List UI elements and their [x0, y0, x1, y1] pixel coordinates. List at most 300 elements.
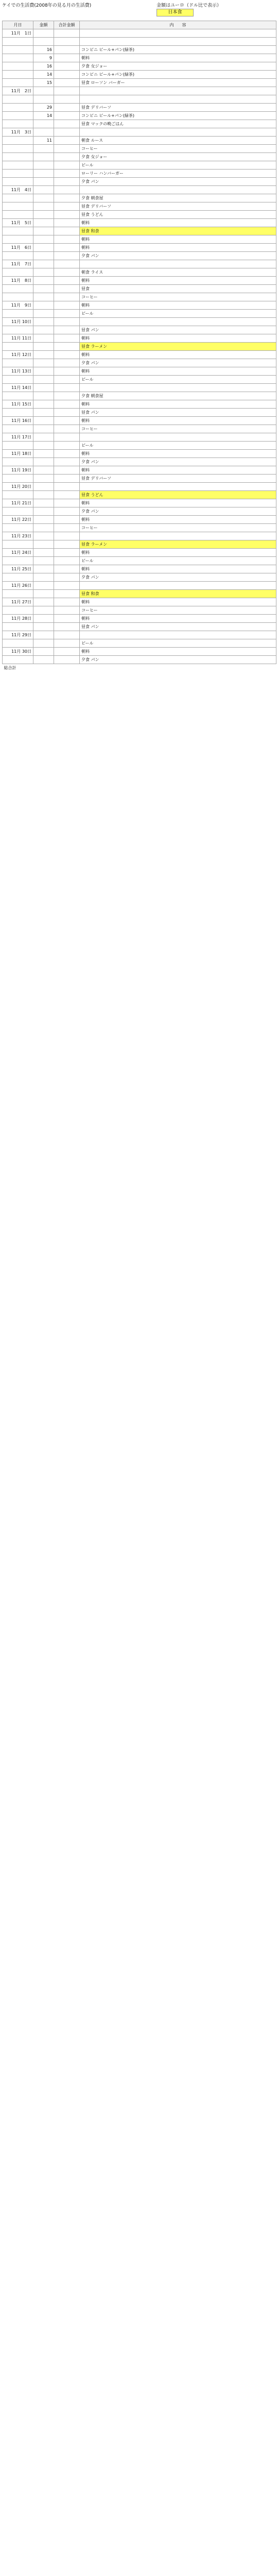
ledger-row: [3, 573, 276, 582]
row-total: [54, 104, 80, 112]
row-date: 11月 16日: [3, 417, 33, 425]
row-date: [3, 120, 33, 128]
ledger-row: [3, 532, 276, 540]
row-content: 夕食 パン: [80, 359, 276, 367]
row-amount: 14: [33, 71, 54, 79]
ledger-row: [3, 161, 276, 170]
row-amount: [33, 425, 54, 433]
total-row: [3, 664, 276, 672]
row-content: 朝料: [80, 466, 276, 474]
ledger-row: [3, 260, 276, 268]
row-total: [54, 573, 80, 582]
row-date: [3, 227, 33, 235]
row-content: ローリー ハンバーガー: [80, 170, 276, 178]
row-amount: [33, 260, 54, 268]
row-amount: [33, 507, 54, 516]
row-date: [3, 573, 33, 582]
row-date: [3, 153, 33, 161]
ledger-row: [3, 433, 276, 442]
row-date: [3, 235, 33, 244]
row-content: [80, 631, 276, 639]
ledger-row: [3, 557, 276, 565]
row-date: [3, 285, 33, 293]
ledger-row: [3, 598, 276, 606]
row-content: 昼食 和食: [80, 590, 276, 598]
row-date: 11月 13日: [3, 367, 33, 376]
row-amount: [33, 499, 54, 507]
ledger-row: [3, 582, 276, 590]
ledger-row: [3, 540, 276, 549]
row-amount: [33, 268, 54, 277]
row-content: [80, 318, 276, 326]
row-content: 昼食 ローソン バーガー: [80, 79, 276, 87]
row-amount: [33, 582, 54, 590]
row-content: 朝料: [80, 516, 276, 524]
row-content: 朝料: [80, 301, 276, 310]
ledger-row: [3, 384, 276, 392]
row-date: [3, 392, 33, 400]
row-content: コンビニ ビール+パン(緑茶): [80, 46, 276, 54]
row-amount: [33, 359, 54, 367]
ledger-row: [3, 400, 276, 409]
row-content: 朝料: [80, 351, 276, 359]
row-date: 11月 25日: [3, 565, 33, 573]
ledger-row: [3, 104, 276, 112]
ledger-row: [3, 499, 276, 507]
ledger-title: ケイでの生活費(2008年の見る月の生活費): [2, 3, 92, 8]
unit-note: 金額はユーロ（ドル比で表示）: [157, 3, 222, 8]
row-total: [54, 458, 80, 466]
row-amount: 11: [33, 137, 54, 145]
row-date: [3, 491, 33, 499]
ledger-row: [3, 474, 276, 483]
row-content: 昼食 うどん: [80, 211, 276, 219]
row-content: 夕食 朝食屋: [80, 194, 276, 202]
row-total: [54, 161, 80, 170]
row-amount: [33, 310, 54, 318]
row-total: [54, 524, 80, 532]
row-date: 11月 17日: [3, 433, 33, 442]
row-content: 昼食 デリバーソ: [80, 474, 276, 483]
row-amount: [33, 615, 54, 623]
row-amount: [33, 409, 54, 417]
ledger-row: [3, 491, 276, 499]
total-label: 総合計: [4, 666, 16, 670]
row-content: 夕食 女ジョー: [80, 153, 276, 161]
row-total: [54, 62, 80, 71]
row-date: [3, 376, 33, 384]
row-total: [54, 71, 80, 79]
row-date: [3, 79, 33, 87]
ledger-row: [3, 252, 276, 260]
row-date: [3, 268, 33, 277]
ledger-row: [3, 639, 276, 648]
row-amount: [33, 639, 54, 648]
row-amount: [33, 524, 54, 532]
row-amount: 14: [33, 112, 54, 120]
ledger-row: [3, 656, 276, 664]
row-date: [3, 178, 33, 186]
row-amount: 15: [33, 79, 54, 87]
row-date: 11月 1日: [3, 29, 33, 38]
ledger-row: [3, 376, 276, 384]
row-amount: [33, 145, 54, 153]
row-content: 夕食 パン: [80, 252, 276, 260]
row-total: [54, 615, 80, 623]
row-content: 朝料: [80, 499, 276, 507]
row-total: [54, 38, 80, 46]
row-date: [3, 540, 33, 549]
row-total: [54, 227, 80, 235]
row-content: [80, 128, 276, 137]
ledger-row: [3, 71, 276, 79]
row-content: 昼食 デリバーソ: [80, 104, 276, 112]
ledger-row: [3, 137, 276, 145]
row-content: コンビニ ビール+パン(緑茶): [80, 71, 276, 79]
row-date: [3, 639, 33, 648]
row-total: [54, 145, 80, 153]
ledger-row: [3, 392, 276, 400]
row-amount: [33, 252, 54, 260]
row-content: 夕食 パン: [80, 458, 276, 466]
row-content: 朝料: [80, 334, 276, 343]
row-amount: [33, 442, 54, 450]
row-amount: [33, 227, 54, 235]
row-date: [3, 54, 33, 62]
row-date: [3, 606, 33, 615]
row-date: 11月 3日: [3, 128, 33, 137]
row-date: 11月 23日: [3, 532, 33, 540]
row-total: [54, 326, 80, 334]
row-amount: [33, 516, 54, 524]
row-content: 夕食 パン: [80, 573, 276, 582]
row-amount: [33, 631, 54, 639]
row-date: [3, 137, 33, 145]
row-content: 朝料: [80, 549, 276, 557]
row-content: [80, 260, 276, 268]
row-content: [80, 384, 276, 392]
row-amount: 29: [33, 104, 54, 112]
row-date: 11月 8日: [3, 277, 33, 285]
row-total: [54, 87, 80, 95]
row-amount: [33, 186, 54, 194]
row-content: 朝料: [80, 598, 276, 606]
row-total: [54, 540, 80, 549]
row-amount: [33, 474, 54, 483]
row-amount: [33, 29, 54, 38]
row-amount: [33, 343, 54, 351]
row-date: 11月 27日: [3, 598, 33, 606]
ledger-row: [3, 293, 276, 301]
row-total: [54, 219, 80, 227]
row-date: [3, 38, 33, 46]
row-total: [54, 466, 80, 474]
row-amount: [33, 301, 54, 310]
row-total: [54, 491, 80, 499]
row-content: 昼食 マックの晩ごはん: [80, 120, 276, 128]
ledger-row: [3, 29, 276, 38]
row-date: 11月 14日: [3, 384, 33, 392]
row-total: [54, 598, 80, 606]
row-date: 11月 26日: [3, 582, 33, 590]
ledger-row: [3, 417, 276, 425]
row-content: 朝料: [80, 648, 276, 656]
row-total: [54, 623, 80, 631]
row-total: [54, 252, 80, 260]
row-content: ビール: [80, 442, 276, 450]
row-amount: [33, 178, 54, 186]
ledger-row: [3, 227, 276, 235]
ledger-row: [3, 268, 276, 277]
header-row: [3, 21, 276, 29]
row-total: [54, 285, 80, 293]
row-total: [54, 235, 80, 244]
ledger-row: [3, 565, 276, 573]
row-content: [80, 87, 276, 95]
row-content: [80, 582, 276, 590]
row-date: 11月 19日: [3, 466, 33, 474]
row-amount: [33, 656, 54, 664]
row-total: [54, 301, 80, 310]
row-date: [3, 170, 33, 178]
row-date: [3, 656, 33, 664]
row-total: [54, 417, 80, 425]
row-content: [80, 95, 276, 104]
ledger-row: [3, 623, 276, 631]
row-total: [54, 474, 80, 483]
ledger-row: [3, 194, 276, 202]
row-amount: [33, 606, 54, 615]
ledger-row: [3, 178, 276, 186]
ledger-row: [3, 112, 276, 120]
row-content: 朝料: [80, 565, 276, 573]
row-total: [54, 384, 80, 392]
ledger-row: [3, 359, 276, 367]
ledger-row: [3, 62, 276, 71]
row-date: 11月 18日: [3, 450, 33, 458]
row-total: [54, 549, 80, 557]
row-total: [54, 120, 80, 128]
row-date: [3, 95, 33, 104]
row-total: [54, 334, 80, 343]
ledger-body: [3, 29, 276, 672]
row-content: ビール: [80, 161, 276, 170]
ledger-row: [3, 450, 276, 458]
total-blank: [33, 664, 54, 672]
row-content: [80, 483, 276, 491]
row-content: 昼食 ラーメン: [80, 343, 276, 351]
row-total: [54, 170, 80, 178]
row-date: [3, 507, 33, 516]
row-content: ビール: [80, 557, 276, 565]
row-amount: [33, 392, 54, 400]
row-date: [3, 442, 33, 450]
row-date: [3, 46, 33, 54]
row-amount: [33, 623, 54, 631]
row-amount: [33, 293, 54, 301]
row-total: [54, 318, 80, 326]
row-total: [54, 244, 80, 252]
ledger-row: [3, 343, 276, 351]
row-amount: [33, 648, 54, 656]
row-amount: [33, 334, 54, 343]
row-date: 11月 12日: [3, 351, 33, 359]
row-content: 朝料: [80, 367, 276, 376]
row-date: [3, 211, 33, 219]
row-total: [54, 202, 80, 211]
col-content: 内 容: [80, 21, 276, 29]
row-content: 朝料: [80, 235, 276, 244]
ledger-row: [3, 507, 276, 516]
ledger-row: [3, 145, 276, 153]
row-amount: [33, 285, 54, 293]
row-content: 夕食 女ジョー: [80, 62, 276, 71]
row-total: [54, 343, 80, 351]
row-total: [54, 153, 80, 161]
row-amount: [33, 417, 54, 425]
ledger-row: [3, 211, 276, 219]
row-date: [3, 425, 33, 433]
row-total: [54, 359, 80, 367]
row-amount: [33, 400, 54, 409]
row-date: 11月 11日: [3, 334, 33, 343]
ledger-row: [3, 38, 276, 46]
row-total: [54, 137, 80, 145]
row-amount: [33, 244, 54, 252]
row-amount: 16: [33, 46, 54, 54]
ledger-row: [3, 54, 276, 62]
ledger-row: [3, 549, 276, 557]
ledger-row: [3, 648, 276, 656]
legend-japanese-food: 日本食: [157, 9, 194, 16]
row-date: 11月 2日: [3, 87, 33, 95]
row-date: 11月 22日: [3, 516, 33, 524]
row-amount: [33, 351, 54, 359]
row-date: [3, 590, 33, 598]
row-content: 朝料: [80, 400, 276, 409]
row-content: 昼食 うどん: [80, 491, 276, 499]
row-date: [3, 623, 33, 631]
ledger-row: [3, 244, 276, 252]
ledger-row: [3, 631, 276, 639]
row-amount: [33, 38, 54, 46]
row-total: [54, 29, 80, 38]
row-content: コーヒー: [80, 606, 276, 615]
row-amount: 16: [33, 62, 54, 71]
row-amount: [33, 532, 54, 540]
ledger-row: [3, 367, 276, 376]
row-amount: [33, 128, 54, 137]
row-amount: [33, 326, 54, 334]
row-amount: [33, 376, 54, 384]
row-date: [3, 409, 33, 417]
row-date: 11月 7日: [3, 260, 33, 268]
row-amount: [33, 384, 54, 392]
col-date: 月日: [3, 21, 33, 29]
row-date: [3, 252, 33, 260]
row-content: 朝料: [80, 219, 276, 227]
row-content: 朝料: [80, 417, 276, 425]
row-content: 昼食 パン: [80, 409, 276, 417]
row-date: 11月 29日: [3, 631, 33, 639]
row-total: [54, 351, 80, 359]
row-total: [54, 442, 80, 450]
row-amount: [33, 87, 54, 95]
row-amount: [33, 466, 54, 474]
row-total: [54, 582, 80, 590]
row-date: [3, 71, 33, 79]
ledger-row: [3, 318, 276, 326]
row-date: [3, 557, 33, 565]
row-total: [54, 178, 80, 186]
ledger-row: [3, 466, 276, 474]
row-amount: [33, 491, 54, 499]
row-amount: [33, 194, 54, 202]
row-total: [54, 483, 80, 491]
row-date: [3, 202, 33, 211]
row-date: [3, 458, 33, 466]
row-date: [3, 474, 33, 483]
row-total: [54, 606, 80, 615]
row-total: [54, 112, 80, 120]
row-total: [54, 46, 80, 54]
row-total: [54, 310, 80, 318]
row-content: コーヒー: [80, 524, 276, 532]
row-total: [54, 656, 80, 664]
row-total: [54, 268, 80, 277]
row-total: [54, 565, 80, 573]
row-amount: [33, 277, 54, 285]
row-total: [54, 392, 80, 400]
row-date: [3, 145, 33, 153]
row-total: [54, 648, 80, 656]
row-total: [54, 128, 80, 137]
ledger-row: [3, 409, 276, 417]
row-total: [54, 516, 80, 524]
row-date: 11月 30日: [3, 648, 33, 656]
row-content: コーヒー: [80, 293, 276, 301]
row-total: [54, 590, 80, 598]
row-date: [3, 112, 33, 120]
ledger-row: [3, 170, 276, 178]
row-date: [3, 104, 33, 112]
ledger-row: [3, 277, 276, 285]
row-date: 11月 5日: [3, 219, 33, 227]
row-total: [54, 95, 80, 104]
row-date: [3, 62, 33, 71]
ledger-row: [3, 153, 276, 161]
ledger-table: [2, 21, 276, 672]
row-amount: [33, 598, 54, 606]
ledger-row: [3, 79, 276, 87]
row-amount: [33, 573, 54, 582]
row-date: [3, 359, 33, 367]
ledger-row: [3, 310, 276, 318]
row-date: [3, 194, 33, 202]
row-amount: [33, 458, 54, 466]
row-content: 朝料: [80, 244, 276, 252]
row-content: ビール: [80, 639, 276, 648]
col-amount: 金額: [33, 21, 54, 29]
ledger-row: [3, 524, 276, 532]
row-total: [54, 79, 80, 87]
row-content: 夕食 朝食屋: [80, 392, 276, 400]
row-amount: [33, 540, 54, 549]
row-amount: [33, 557, 54, 565]
row-date: [3, 293, 33, 301]
row-content: 夕食 パン: [80, 656, 276, 664]
row-total: [54, 532, 80, 540]
